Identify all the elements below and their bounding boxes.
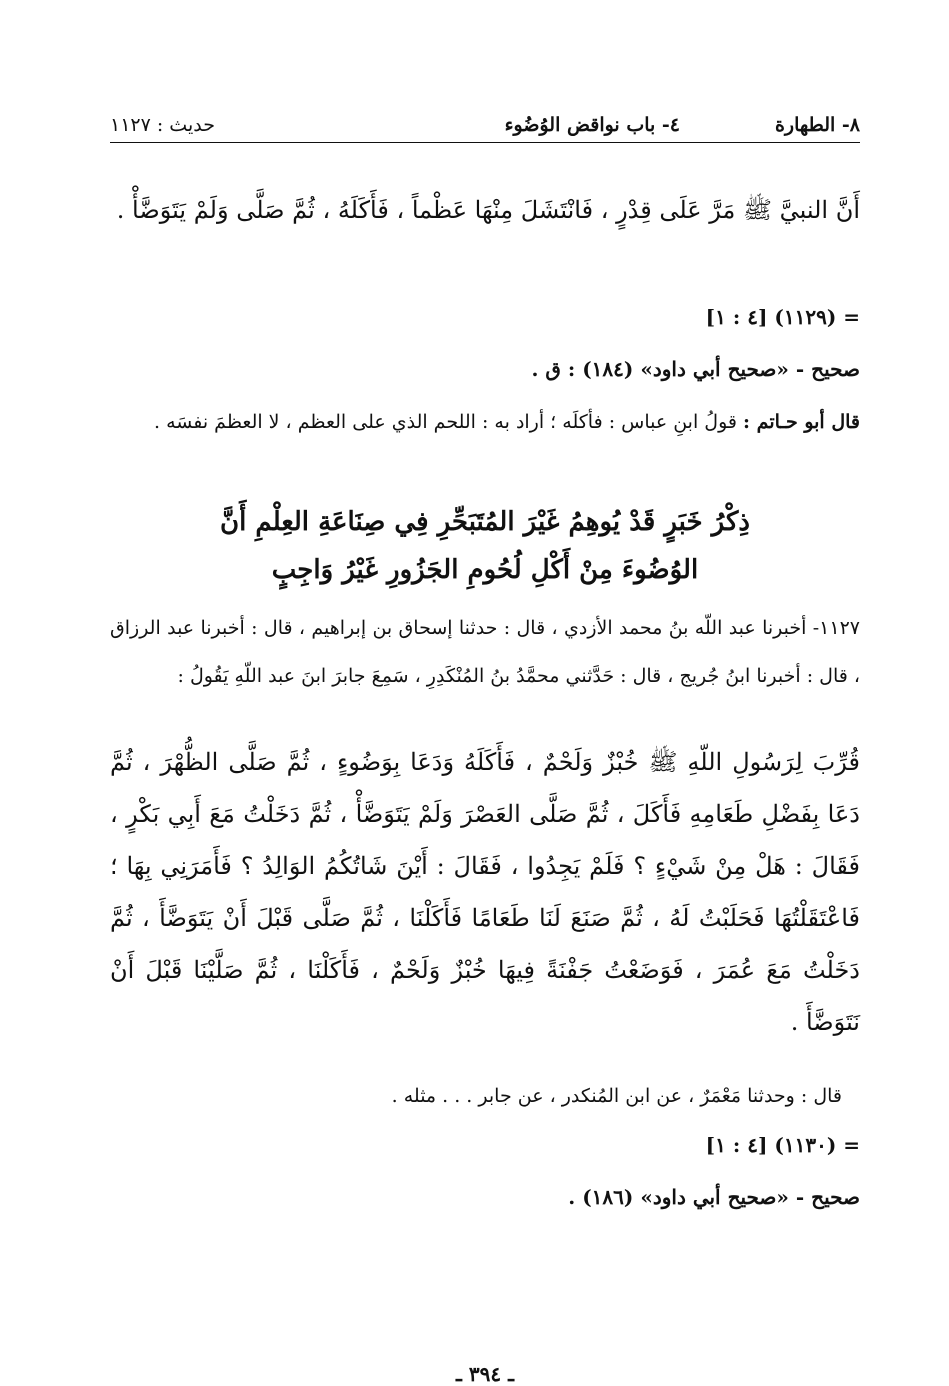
hadith-1127-note: قال : وحدثنا مَعْمَرٌ ، عن ابن المُنكدر ، عن جابر . . . مثله . (391, 1085, 842, 1107)
hadith-1127-reference: = (١١٣٠) [٤ : ١] (705, 1133, 860, 1157)
hadith-1126-reference: = (١١٢٩) [٤ : ١] (705, 305, 860, 329)
abu-hatim-commentary (110, 398, 860, 446)
grade-source: «صحيح أبي داود» (640, 1185, 789, 1209)
commentary-speaker: قال أبو حـاتم : (743, 411, 860, 433)
grade-label: صحيح - (795, 357, 860, 381)
hadith-1127-matn: قُرِّبَ لِرَسُولِ اللّهِ ﷺ خُبْزٌ وَلَحْمٌ ، فَأَكَلَهُ وَدَعَا بِوَضُوءٍ ، ثُمَّ صَلَّى الظُّهْرَ ، ثُمَّ دَعَا بِفَضْلِ طَعَامِهِ فَأَكَلَ ، ثُمَّ صَلَّى العَصْرَ وَلَمْ يَتَوَضَّأْ ، ثُمَّ دَخَلْتُ مَعَ أَبِي بَكْرٍ ، فَقَالَ : هَلْ مِنْ شَيْءٍ ؟ فَلَمْ يَجِدُوا ، فَقَالَ : أَيْنَ شَاتُكُمُ الوَالِدُ ؟ فَأَمَرَنِي بِهَا ؛ فَاعْتَقَلْتُهَا فَحَلَبْتُ لَهُ ، ثُمَّ صَنَعَ لَنَا طَعَامًا فَأَكَلْنَا ، ثُمَّ صَلَّى قَبْلَ أَنْ يَتَوَضَّأَ ، ثُمَّ دَخَلْتُ مَعَ عُمَرَ ، فَوَضَعْتُ جَفْنَةً فِيهَا خُبْزٌ وَلَحْمٌ ، فَأَكَلْنَا ، ثُمَّ صَلَّيْنَا قَبْلَ أَنْ نَتَوَضَّأَ . (110, 748, 860, 1036)
header-book-title: ٨- الطهارة (774, 114, 860, 136)
section-heading-line-2: الوُضُوءَ مِنْ أَكْلِ لُحُومِ الجَزُورِ غَيْرُ وَاجِبٍ (271, 555, 699, 585)
hadith-1126-grade (110, 354, 860, 384)
grade-detail: (١٨٦) . (568, 1185, 634, 1209)
hadith-1127-grade (110, 1182, 860, 1212)
grade-label: صحيح - (795, 1185, 860, 1209)
page-number: ـ ٣٩٤ ـ (456, 1362, 514, 1386)
header-hadith-number: حديث : ١١٢٧ (110, 114, 215, 136)
section-heading-line-1: ذِكْرُ خَبَرٍ قَدْ يُوهِمُ غَيْرَ المُتَبَحِّرِ فِي صِنَاعَةِ العِلْمِ أَنَّ (220, 507, 750, 537)
grade-source: «صحيح أبي داود» (640, 357, 789, 381)
hadith-1126-text: أَنَّ النبيَّ ﷺ مَرَّ عَلَى قِدْرٍ ، فَانْتَشَلَ مِنْهَا عَظْماً ، فَأَكَلَهُ ، ثُمَّ صَلَّى وَلَمْ يَتَوَضَّأْ . (116, 196, 860, 224)
document-page (110, 100, 860, 1386)
grade-detail: (١٨٤) : ق . (531, 357, 634, 381)
header-chapter-title: ٤- باب نواقض الوُضُوء (504, 114, 680, 136)
hadith-1127-isnad: ١١٢٧- أخبرنا عبد اللّه بنُ محمد الأزدي ، قال : حدثنا إسحاق بن إبراهيم ، قال : أخبرنا عبد الرزاق ، قال : أخبرنا ابنُ جُريج ، قال : حَدَّثني محمَّدُ بنُ المُنْكَدِرِ ، سَمِعَ جابرَ ابنَ عبد اللّهِ يَقُولُ : (110, 617, 860, 687)
section-heading (110, 498, 860, 594)
commentary-text: قولُ ابنِ عباس : فأكلَه ؛ أراد به : اللحم الذي على العظم ، لا العظمَ نفسَه . (154, 411, 737, 433)
running-header (110, 100, 860, 143)
